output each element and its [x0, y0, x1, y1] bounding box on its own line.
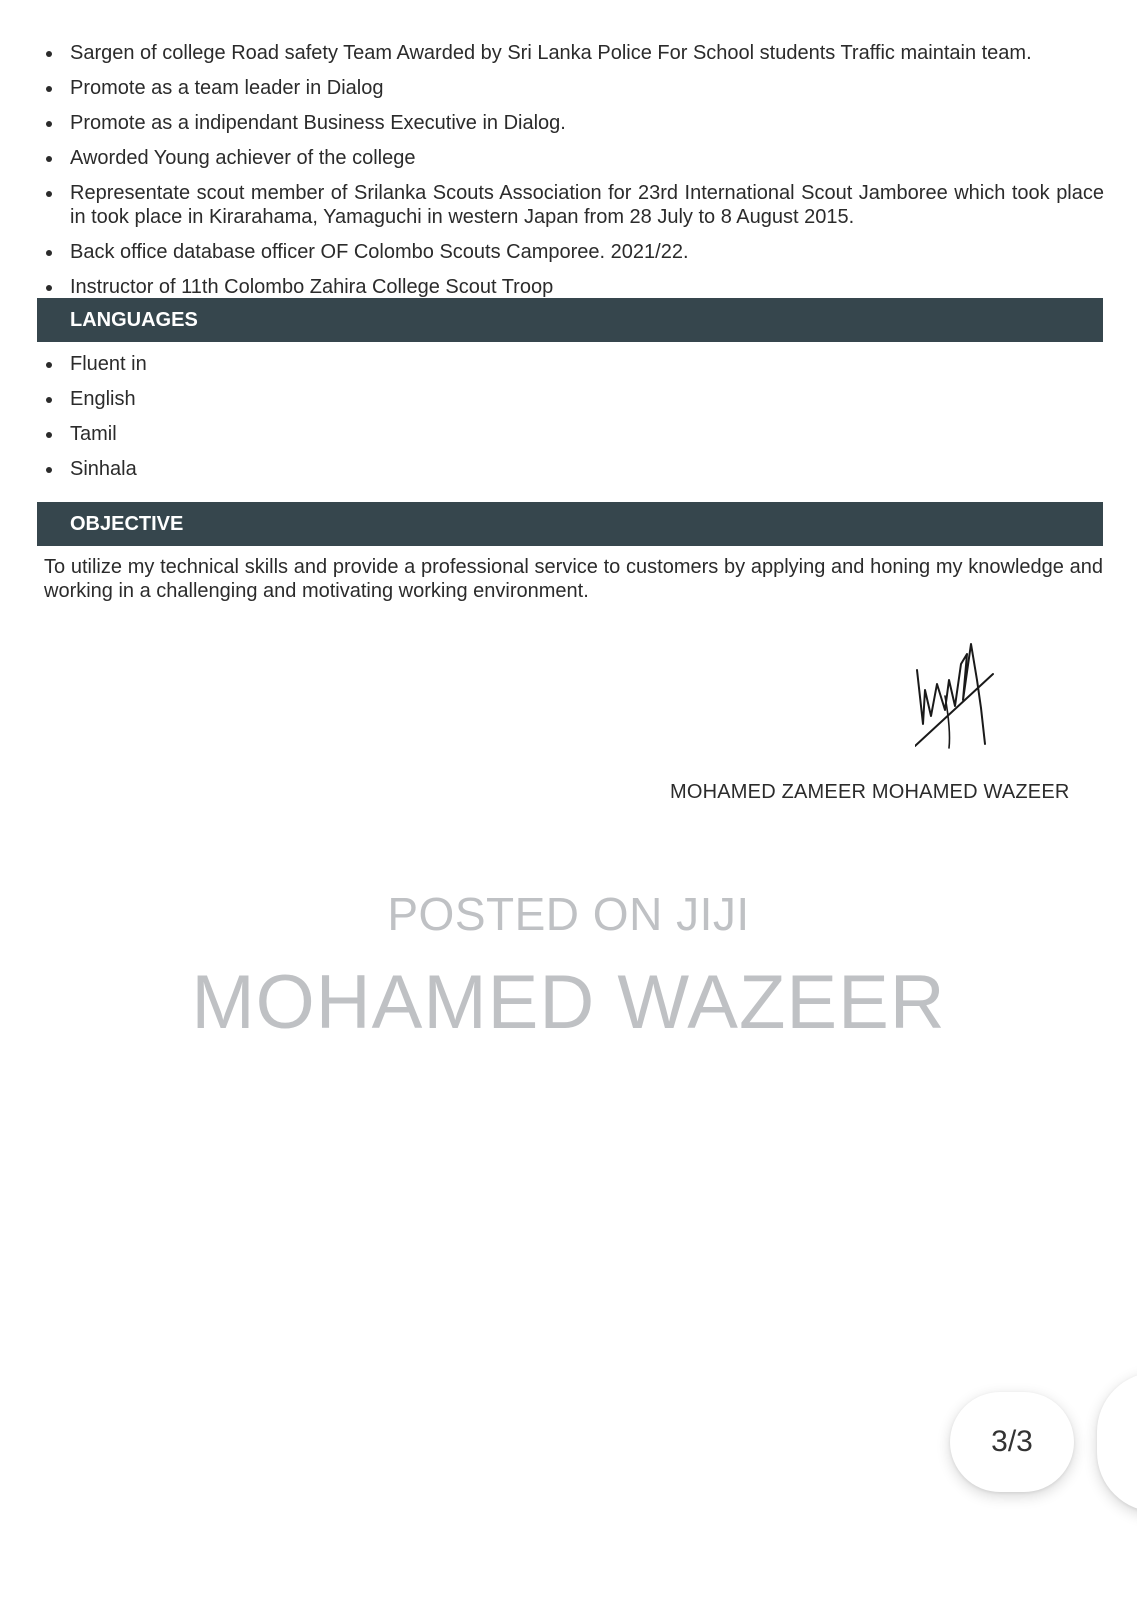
- page-counter-button[interactable]: 3/3: [950, 1392, 1074, 1492]
- languages-list: [44, 352, 1104, 492]
- list-item: Promote as a indipendant Business Executive in Dialog.: [44, 111, 1104, 135]
- objective-text: To utilize my technical skills and provide a professional service to customers by applying and honing my knowledge and working in a challenging and motivating working environment.: [44, 556, 1103, 602]
- language-item: Fluent in: [44, 352, 1104, 376]
- signatory-name: MOHAMED ZAMEER MOHAMED WAZEER: [670, 781, 1070, 803]
- list-item: Instructor of 11th Colombo Zahira College Scout Troop: [44, 275, 1104, 299]
- signature-image: [915, 640, 1015, 760]
- language-item: Sinhala: [44, 457, 1104, 481]
- watermark-posted-on: POSTED ON JIJI: [387, 888, 750, 940]
- language-item: English: [44, 387, 1104, 411]
- list-item: Promote as a team leader in Dialog: [44, 76, 1104, 100]
- list-item: Sargen of college Road safety Team Awarded by Sri Lanka Police For School students Traffic maintain team.: [44, 41, 1104, 65]
- list-item: Back office database officer OF Colombo Scouts Camporee. 2021/22.: [44, 240, 1104, 264]
- language-item: Tamil: [44, 422, 1104, 446]
- objective-heading: OBJECTIVE: [37, 502, 1103, 546]
- list-item: Aworded Young achiever of the college: [44, 146, 1104, 170]
- list-item: Representate scout member of Srilanka Scouts Association for 23rd International Scout Jamboree which took place in took place in Kirarahama, Yamaguchi in western Japan from 28 July to 8 August 2015.: [44, 181, 1104, 229]
- achievements-list: [44, 41, 1104, 310]
- floating-action-button[interactable]: [1097, 1372, 1137, 1512]
- watermark-name: MOHAMED WAZEER: [191, 960, 946, 1045]
- languages-heading: LANGUAGES: [37, 298, 1103, 342]
